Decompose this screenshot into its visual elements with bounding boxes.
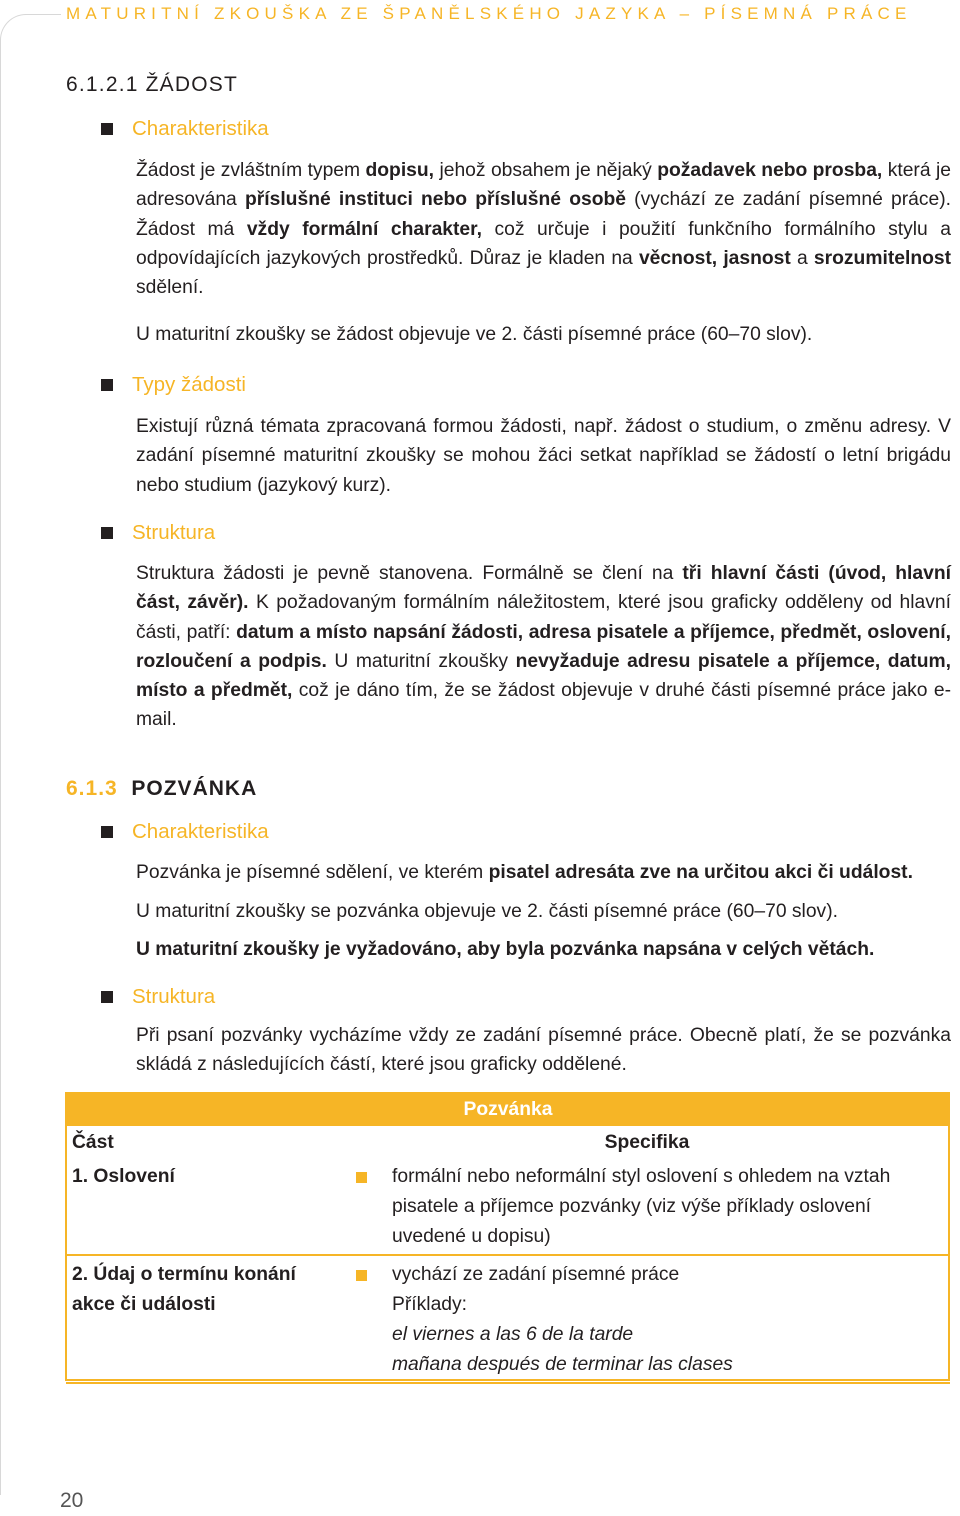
spec-text: formální nebo neformální styl oslovení s ohledem na vztah pisatele a příjemce pozvánky (viz výše příklady oslovení uvedené u dopisu) [392, 1166, 891, 1247]
example-text: el viernes a las 6 de la tarde [392, 1324, 634, 1345]
bold-phrase: pisatel adresáta zve na určitou akci či událost. [488, 862, 913, 883]
heading-label: Typy žádosti [132, 373, 246, 396]
examples-label: Příklady: [392, 1294, 468, 1315]
table-cell-part: 2. Údaj o termínu konání akce či události [66, 1255, 344, 1383]
heading-charakteristika-pozvanka [101, 820, 269, 844]
spec-text: vychází ze zadání písemné práce [392, 1264, 680, 1285]
bullet-icon [101, 379, 113, 391]
bold-phrase: nevyžaduje adresu pisatele a příjemce, datum, místo a předmět, [136, 650, 952, 702]
bold-phrase: tři hlavní části (úvod, hlavní část, závěr). [136, 563, 951, 614]
table-cell-spec [344, 1255, 950, 1383]
table-header-part: Část [72, 1132, 114, 1153]
bold-phrase: věcnost, jasnost [638, 247, 791, 269]
bullet-icon [101, 826, 113, 838]
pozvanka-exam-requirement: U maturitní zkoušky je vyžadováno, aby byla pozvánka napsána v celých větách. [136, 939, 875, 960]
section-name: POZVÁNKA [131, 777, 258, 800]
bold-phrase: dopisu, [365, 160, 435, 181]
table-cell-spec [344, 1160, 950, 1255]
section-number: 6.1.3 [66, 777, 118, 800]
bold-phrase: srozumitelnost [813, 247, 952, 269]
running-header: MATURITNÍ ZKOUŠKA ZE ŠPANĚLSKÉHO JAZYKA – PÍSEMNÁ PRÁCE [66, 4, 912, 23]
bold-phrase: vždy formální charakter, [246, 218, 482, 240]
heading-struktura-pozvanka [101, 985, 215, 1009]
heading-typy-zadosti [101, 373, 246, 397]
heading-label: Struktura [132, 521, 216, 544]
bullet-icon [101, 123, 113, 135]
zadost-structure-paragraph: Struktura žádosti je pevně stanovena. Formálně se člení na tři hlavní části (úvod, hlavní část, závěr). K požadovaným formálním náležitostem, které jsou graficky odděleny od hlavní části, patří: datum a místo napsání žádosti, adresa pisatele a příjemce, předmět, oslovení, rozloučení a podpis. U maturitní zkoušky nevyžaduje adresu pisatele a příjemce, datum, místo a předmět, což je dáno tím, že se žádost objevuje v druhé části písemné práce jako e-mail. [136, 563, 952, 731]
heading-label: Struktura [132, 985, 216, 1008]
bullet-icon [101, 527, 113, 539]
bullet-icon [356, 1270, 367, 1281]
bullet-icon [101, 991, 113, 1003]
page-number: 20 [60, 1489, 84, 1512]
table-cell-part: 1. Oslovení [66, 1160, 344, 1255]
example-text: mañana después de terminar las clases [392, 1354, 733, 1375]
section-title-pozvanka [66, 777, 257, 801]
heading-label: Charakteristika [132, 117, 269, 140]
pozvanka-structure-paragraph: Při psaní pozvánky vycházíme vždy ze zadání písemné práce. Obecně platí, že se pozvánka skládá z následujících částí, které jsou graficky oddělené. [136, 1025, 951, 1076]
pozvanka-exam-note: U maturitní zkoušky se pozvánka objevuje ve 2. části písemné práce (60–70 slov). [136, 901, 838, 922]
bullet-icon [356, 1172, 367, 1183]
table-header-spec: Specifika [604, 1132, 690, 1153]
section-title-zadost: 6.1.2.1 ŽÁDOST [66, 73, 239, 96]
bold-phrase: příslušné instituci nebo příslušné osobě [244, 189, 626, 211]
heading-label: Charakteristika [132, 820, 269, 843]
heading-struktura-zadost [101, 521, 215, 545]
table-title: Pozvánka [66, 1093, 950, 1126]
page-frame-line [0, 14, 61, 1495]
table-row [66, 1160, 950, 1255]
heading-charakteristika-zadost [101, 117, 269, 141]
table-header-row [66, 1126, 950, 1160]
spec-list-item [344, 1162, 950, 1252]
table-row [66, 1255, 950, 1383]
pozvanka-char-paragraph: Pozvánka je písemné sdělení, ve kterém pisatel adresáta zve na určitou akci či událost. [136, 862, 913, 883]
spec-list-item [344, 1260, 950, 1290]
bold-phrase: požadavek nebo prosba, [657, 160, 883, 181]
zadost-types-paragraph: Existují různá témata zpracovaná formou žádosti, např. žádost o studium, o změnu adresy. V zadání písemné maturitní zkoušky se mohou žáci setkat například se žádostí o letní brigádu nebo studium (jazykový kurz). [136, 416, 951, 496]
bold-phrase: datum a místo napsání žádosti, adresa pisatele a příjemce, předmět, oslovení, rozloučení a podpis. [136, 621, 951, 672]
zadost-exam-note: U maturitní zkoušky se žádost objevuje ve 2. části písemné práce (60–70 slov). [136, 324, 813, 345]
pozvanka-structure-table [66, 1093, 950, 1384]
zadost-char-paragraph: Žádost je zvláštním typem dopisu, jehož obsahem je nějaký požadavek nebo prosba, která je adresována příslušné instituci nebo příslušné osobě (vychází ze zadání písemné práce). Žádost má vždy formální charakter, což určuje i použití funkčního formálního stylu a odpovídajících jazykových prostředků. Důraz je kladen na věcnost, jasnost a srozumitelnost sdělení. [136, 160, 952, 299]
